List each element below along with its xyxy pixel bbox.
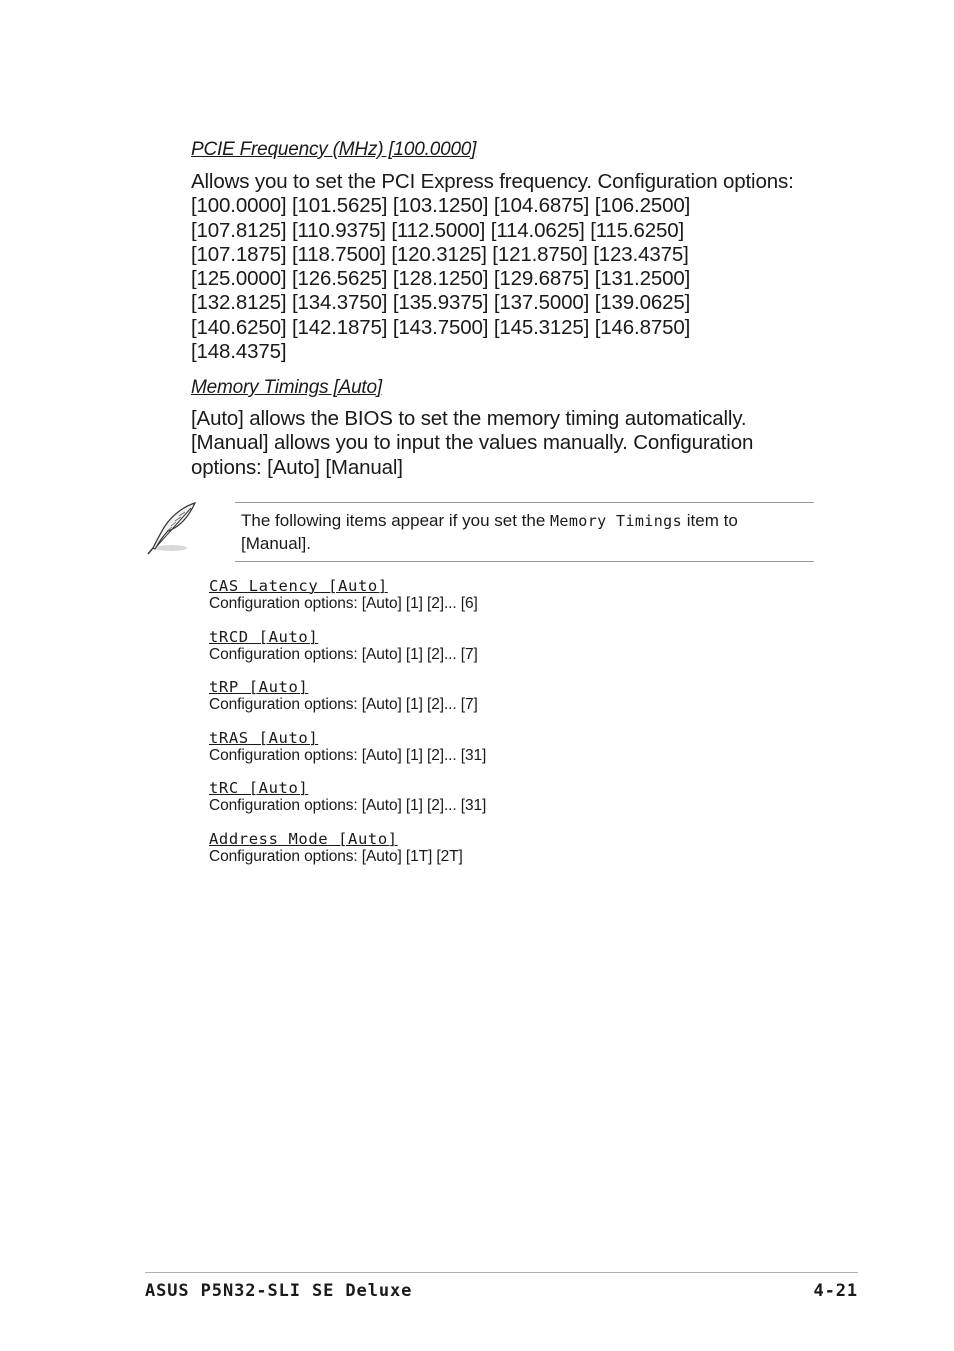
note-bottom-rule bbox=[235, 561, 814, 562]
item-trc bbox=[209, 779, 486, 815]
text-line: options: [Auto] [Manual] bbox=[191, 455, 403, 479]
text-line: [148.4375] bbox=[191, 340, 287, 364]
memory-timings-description bbox=[191, 407, 753, 480]
item-title: Address Mode [Auto] bbox=[209, 830, 398, 848]
text-line: [132.8125] [134.3750] [135.9375] [137.5000] [139.0625] bbox=[191, 291, 691, 315]
text-line: [140.6250] [142.1875] [143.7500] [145.3125] [146.8750] bbox=[191, 315, 691, 339]
item-description: Configuration options: [Auto] [1] [2]... [7] bbox=[209, 646, 478, 663]
feather-pen-icon bbox=[145, 500, 201, 556]
footer-rule bbox=[145, 1272, 858, 1273]
item-trcd bbox=[209, 628, 478, 664]
text-line: [Auto] allows the BIOS to set the memory timing automatically. bbox=[191, 407, 747, 430]
memory-timings-heading: Memory Timings [Auto] bbox=[191, 377, 382, 398]
note-line2: [Manual]. bbox=[241, 533, 311, 553]
item-description: Configuration options: [Auto] [1] [2]... [31] bbox=[209, 747, 487, 764]
text-line: [125.0000] [126.5625] [128.1250] [129.6875] [131.2500] bbox=[191, 267, 691, 291]
note-text-after: item to bbox=[682, 511, 738, 530]
footer-product-name: ASUS P5N32-SLI SE Deluxe bbox=[145, 1281, 413, 1301]
item-title: tRP [Auto] bbox=[209, 678, 309, 696]
note-text bbox=[241, 510, 811, 555]
pcie-frequency-description bbox=[191, 170, 794, 364]
note-top-rule bbox=[235, 502, 814, 503]
note-keyword: Memory Timings bbox=[550, 512, 683, 530]
item-title: tRC [Auto] bbox=[209, 779, 309, 797]
item-title: tRAS [Auto] bbox=[209, 729, 319, 747]
note-text-before: The following items appear if you set the bbox=[241, 511, 550, 530]
footer-page-number: 4-21 bbox=[813, 1281, 858, 1301]
pcie-frequency-heading: PCIE Frequency (MHz) [100.0000] bbox=[191, 139, 477, 160]
text-line: [100.0000] [101.5625] [103.1250] [104.6875] [106.2500] bbox=[191, 194, 691, 218]
item-description: Configuration options: [Auto] [1] [2]... [7] bbox=[209, 696, 478, 713]
item-address-mode bbox=[209, 830, 463, 866]
item-tras bbox=[209, 729, 486, 765]
item-description: Configuration options: [Auto] [1] [2]... [6] bbox=[209, 595, 478, 612]
text-line: Allows you to set the PCI Express frequency. Configuration options: bbox=[191, 170, 794, 193]
item-cas-latency bbox=[209, 577, 478, 613]
text-line: [107.8125] [110.9375] [112.5000] [114.0625] [115.6250] bbox=[191, 218, 685, 242]
item-title: CAS Latency [Auto] bbox=[209, 577, 388, 595]
item-trp bbox=[209, 678, 478, 714]
text-line: [107.1875] [118.7500] [120.3125] [121.8750] [123.4375] bbox=[191, 242, 689, 266]
text-line: [Manual] allows you to input the values manually. Configuration bbox=[191, 431, 754, 455]
item-description: Configuration options: [Auto] [1T] [2T] bbox=[209, 848, 463, 865]
item-title: tRCD [Auto] bbox=[209, 628, 319, 646]
item-description: Configuration options: [Auto] [1] [2]... [31] bbox=[209, 797, 487, 814]
